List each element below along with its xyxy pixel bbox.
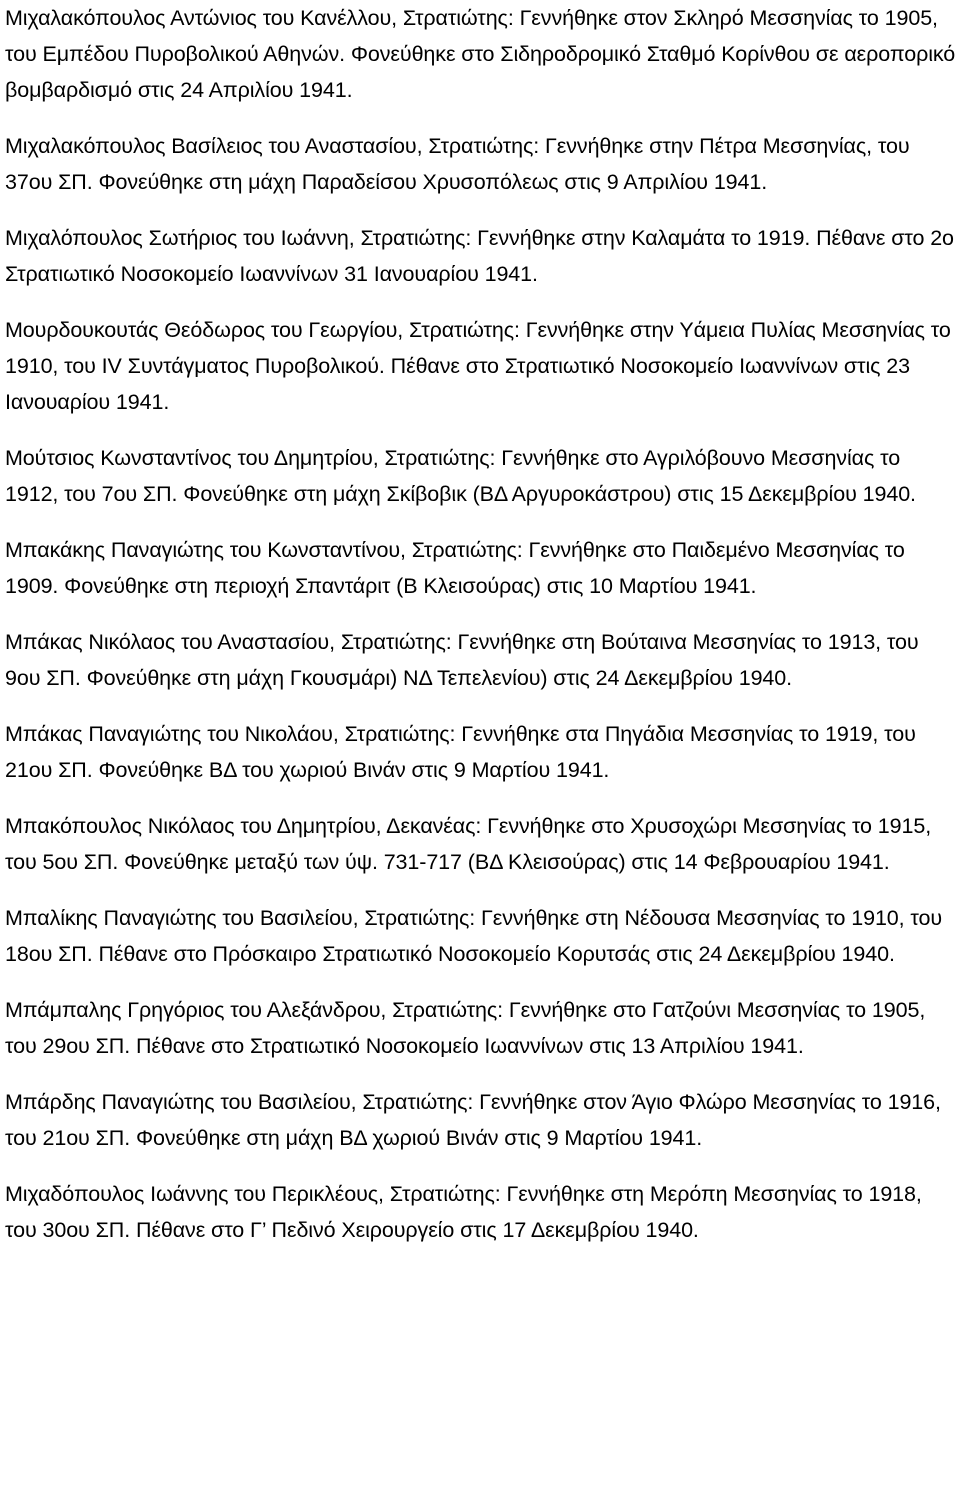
entry-paragraph: Μπάμπαλης Γρηγόριος του Αλεξάνδρου, Στρατιώτης: Γεννήθηκε στο Γατζούνι Μεσσηνίας το 1905, του 29ου ΣΠ. Πέθανε στο Στρατιωτικό Νοσοκομείο Ιωαννίνων στις 13 Απριλίου 1941.: [5, 998, 926, 1058]
entry-paragraph: Μπάρδης Παναγιώτης του Βασιλείου, Στρατιώτης: Γεννήθηκε στον Άγιο Φλώρο Μεσσηνίας το 1916, του 21ου ΣΠ. Φονεύθηκε στη μάχη ΒΔ χωριού Βινάν στις 9 Μαρτίου 1941.: [5, 1090, 941, 1150]
entry-paragraph: Μουρδουκουτάς Θεόδωρος του Γεωργίου, Στρατιώτης: Γεννήθηκε στην Υάμεια Πυλίας Μεσσηνίας το 1910, του IV Συντάγματος Πυροβολικού. Πέθανε στο Στρατιωτικό Νοσοκομείο Ιωαννίνων στις 23 Ιανουαρίου 1941.: [5, 318, 951, 414]
entry-paragraph: Μούτσιος Κωνσταντίνος του Δημητρίου, Στρατιώτης: Γεννήθηκε στο Αγριλόβουνο Μεσσηνίας το 1912, του 7ου ΣΠ. Φονεύθηκε στη μάχη Σκίβοβικ (ΒΔ Αργυροκάστρου) στις 15 Δεκεμβρίου 1940.: [5, 446, 916, 506]
entry-paragraph: Μπάκας Νικόλαος του Αναστασίου, Στρατιώτης: Γεννήθηκε στη Βούταινα Μεσσηνίας το 1913, του 9ου ΣΠ. Φονεύθηκε στη μάχη Γκουσμάρι) ΝΔ Τεπελενίου) στις 24 Δεκεμβρίου 1940.: [5, 630, 919, 690]
entry-paragraph: Μιχαλακόπουλος Αντώνιος του Κανέλλου, Στρατιώτης: Γεννήθηκε στον Σκληρό Μεσσηνίας το 1905, του Εμπέδου Πυροβολικού Αθηνών. Φονεύθηκε στο Σιδηροδρομικό Σταθμό Κορίνθου σε αεροπορικό βομβαρδισμό στις 24 Απριλίου 1941.: [5, 6, 956, 102]
document-page: [5, 0, 957, 1268]
entry-paragraph: Μπακόπουλος Νικόλαος του Δημητρίου, Δεκανέας: Γεννήθηκε στο Χρυσοχώρι Μεσσηνίας το 1915, του 5ου ΣΠ. Φονεύθηκε μεταξύ των ύψ. 731-717 (ΒΔ Κλεισούρας) στις 14 Φεβρουαρίου 1941.: [5, 814, 932, 874]
entry-paragraph: Μιχαλακόπουλος Βασίλειος του Αναστασίου, Στρατιώτης: Γεννήθηκε στην Πέτρα Μεσσηνίας, του 37ου ΣΠ. Φονεύθηκε στη μάχη Παραδείσου Χρυσοπόλεως στις 9 Απριλίου 1941.: [5, 134, 910, 194]
entry-paragraph: Μιχαλόπουλος Σωτήριος του Ιωάννη, Στρατιώτης: Γεννήθηκε στην Καλαμάτα το 1919. Πέθανε στο 2ο Στρατιωτικό Νοσοκομείο Ιωαννίνων 31 Ιανουαρίου 1941.: [5, 226, 954, 286]
entry-paragraph: Μπακάκης Παναγιώτης του Κωνσταντίνου, Στρατιώτης: Γεννήθηκε στο Παιδεμένο Μεσσηνίας το 1909. Φονεύθηκε στη περιοχή Σπαντάριτ (Β Κλεισούρας) στις 10 Μαρτίου 1941.: [5, 538, 905, 598]
entry-paragraph: Μιχαδόπουλος Ιωάννης του Περικλέους, Στρατιώτης: Γεννήθηκε στη Μερόπη Μεσσηνίας το 1918, του 30ου ΣΠ. Πέθανε στο Γ’ Πεδινό Χειρουργείο στις 17 Δεκεμβρίου 1940.: [5, 1182, 922, 1242]
entry-paragraph: Μπάκας Παναγιώτης του Νικολάου, Στρατιώτης: Γεννήθηκε στα Πηγάδια Μεσσηνίας το 1919, του 21ου ΣΠ. Φονεύθηκε ΒΔ του χωριού Βινάν στις 9 Μαρτίου 1941.: [5, 722, 916, 782]
entry-paragraph: Μπαλίκης Παναγιώτης του Βασιλείου, Στρατιώτης: Γεννήθηκε στη Νέδουσα Μεσσηνίας το 1910, του 18ου ΣΠ. Πέθανε στο Πρόσκαιρο Στρατιωτικό Νοσοκομείο Κορυτσάς στις 24 Δεκεμβρίου 1940.: [5, 906, 943, 966]
